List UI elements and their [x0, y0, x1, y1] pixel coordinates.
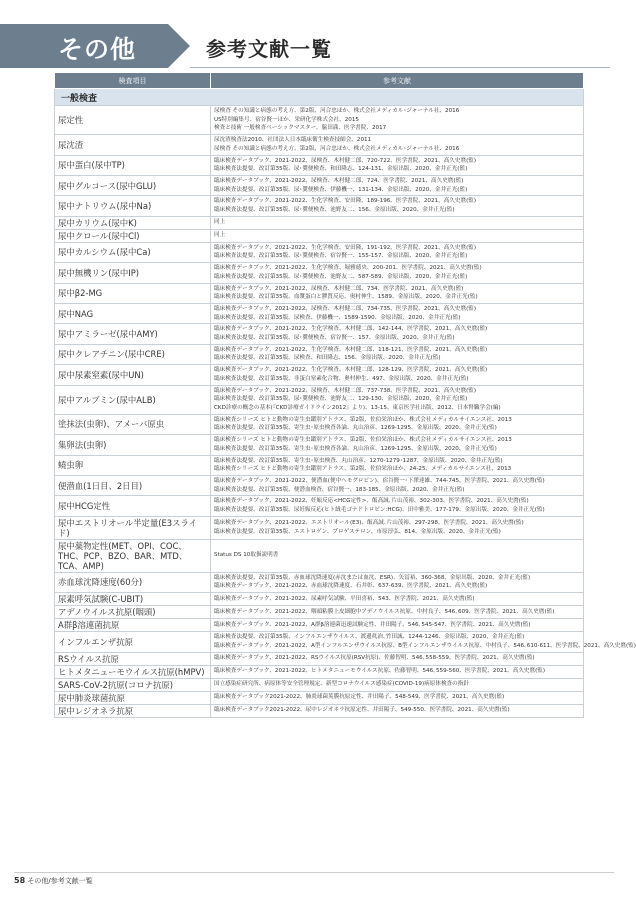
table-row — [55, 106, 584, 135]
test-item-name: 尿中クロール(尿中Cl) — [55, 229, 211, 242]
reference-line: 臨床検査データブック、2021-2022、尿検査、木村健二郎、737-738、医学書院、2021、高久史麿(監) — [214, 387, 477, 394]
test-item-name: 尿中グルコース(尿中GLU) — [55, 175, 211, 195]
section-title: その他 — [58, 35, 137, 64]
reference-cell — [211, 619, 584, 632]
reference-cell — [211, 365, 584, 385]
reference-cell — [211, 516, 584, 539]
reference-cell — [211, 704, 584, 717]
footer-divider — [14, 872, 614, 873]
reference-line: 臨床検査法提要、改訂第35版、エストロゲン、プロゲステロン、市原淳弘、814、金原出版、2020、金井正光(監) — [214, 528, 501, 535]
category-label: 一般検査 — [55, 89, 584, 106]
reference-line: 臨床検査データブック、2021-2022、A群β溶連菌迅速試験定性、井田陽子、546､545-547、医学書院、2021、高久史麿(監) — [214, 621, 531, 628]
test-item-name: 集卵法(虫卵) — [55, 435, 211, 455]
test-item-name: 尿中エストリオール半定量(E3スライド) — [55, 516, 211, 539]
page-footer — [14, 876, 93, 886]
test-item-name: 尿中薬物定性(MET、OPI、COC、THC、PCP、BZO、BAR、MTD、TCA、AMP) — [55, 539, 211, 572]
table-row — [55, 385, 584, 414]
reference-line: 臨床検査データブック、2021-2022、RSウイルス抗原(RSV抗原)、佐藤智明、546､558-559、医学書院、2021、高久史麿(監) — [214, 655, 535, 662]
reference-line: 臨床検査法提要、改訂第35版、尿検査、伊藤機一、1589-1590、金原出版、2020、金井正光(監) — [214, 314, 461, 321]
reference-line: 臨床検査データブック、2021-2022、赤血球沈降速度、石井彰、637-639、医学書院、2021、高久史麿(監) — [214, 583, 488, 590]
reference-cell — [211, 303, 584, 323]
test-item-name: 尿中無機リン(尿中IP) — [55, 263, 211, 283]
reference-line: 臨床検査法提要、改訂第35版、尿･糞便検査、伊藤機一、131-134、金原出版、2020、金井正光(監) — [214, 186, 468, 193]
reference-line: 臨床検査データブック、2021-2022、尿検査、木村健二郎、734、医学書院、2021、高久史麿(監) — [214, 285, 464, 292]
table-row — [55, 155, 584, 175]
reference-line: 臨床検査法提要、改訂第35版、尿･糞便検査、宿谷賢一、157、金原出版、2020、金井正光(監) — [214, 335, 455, 342]
reference-line: 臨床検査データブック、2021-2022、生化学検査、木村健二郎、142-144、医学書院、2021、高久史麿(監) — [214, 326, 488, 333]
test-item-name: 尿中蛋白(尿中TP) — [55, 155, 211, 175]
reference-line: 臨床検査データブック、2021-2022、生化学検査、堀雅徳央、200-201、医学書院、2021、高久史麿(監) — [214, 265, 482, 272]
reference-cell — [211, 196, 584, 216]
reference-line: 臨床検査データブック、2021-2022、生化学検査、安田隆、191-192、医学書院、2021、高久史麿(監) — [214, 244, 477, 251]
category-row — [55, 89, 584, 106]
test-item-name: 尿中アルブミン(尿中ALB) — [55, 385, 211, 414]
test-item-name: 尿沈渣 — [55, 135, 211, 155]
test-item-name: 塗抹法(虫卵)、アメーバ原虫 — [55, 414, 211, 434]
reference-cell — [211, 572, 584, 592]
table-row — [55, 572, 584, 592]
reference-cell — [211, 652, 584, 665]
table-row — [55, 678, 584, 691]
reference-cell — [211, 263, 584, 283]
table-row — [55, 283, 584, 303]
table-row — [55, 196, 584, 216]
table-row — [55, 344, 584, 364]
reference-cell — [211, 691, 584, 704]
reference-cell — [211, 229, 584, 242]
reference-line: 臨床検査法提要、改訂第35版、尿妊娠反応(ヒト絨毛ゴナドトロピン:HCG)、田中雅美、177-179、金原出版、2020、金井正光(監) — [214, 507, 545, 514]
test-item-name: 尿中カリウム(尿中K) — [55, 216, 211, 229]
test-item-name: A群β溶連菌抗原 — [55, 619, 211, 632]
test-item-name: 尿中クレアチニン(尿中CRE) — [55, 344, 211, 364]
table-row — [55, 229, 584, 242]
page-title: 参考文献一覧 — [206, 37, 332, 61]
test-item-name: 尿中β2-MG — [55, 283, 211, 303]
reference-line: 尿検査 その知識と病態の考え方、第2版、河合忠ほか、株式会社メディカル･ジャーナル社、2016 — [214, 145, 460, 152]
test-item-name: RSウイルス抗原 — [55, 652, 211, 665]
table-row — [55, 365, 584, 385]
reference-cell — [211, 216, 584, 229]
reference-line: 臨床検査データブック、2021-2022、尿検査、木村健二郎、720-722、医学書院、2021、高久史麿(監) — [214, 157, 477, 164]
reference-line: 臨床検査法提要、改訂第35版、尿･糞便検査、池野友二、156、金原出版、2020、金井正光(監) — [214, 207, 455, 214]
reference-line: 臨床検査シリーズ ヒトと動物の寄生虫鑑別アトラス、第2版、佐伯栄治ほか、株式会社メディカルサイエンス社、2013 — [214, 416, 512, 423]
table-row — [55, 475, 584, 495]
table-row — [55, 263, 584, 283]
reference-line: 臨床検査法提要、改訂第35版、尿･糞便検査、宿谷賢一、155-157、金原出版、2020、金井正光(監) — [214, 253, 468, 260]
section-tab — [0, 24, 168, 68]
table-row — [55, 135, 584, 155]
reference-cell — [211, 414, 584, 434]
reference-cell — [211, 496, 584, 516]
table-row — [55, 593, 584, 606]
test-item-name: 尿中HCG定性 — [55, 496, 211, 516]
footer-label: その他/参考文献一覧 — [27, 877, 93, 885]
test-item-name: 便潜血(1日目、2日目) — [55, 475, 211, 495]
reference-cell — [211, 606, 584, 619]
table-row — [55, 619, 584, 632]
reference-cell — [211, 385, 584, 414]
reference-cell — [211, 324, 584, 344]
reference-line: 臨床検査データブック、2021-2022、A型インフルエンザウイルス抗原、B型インフルエンザウイルス抗原、中村良子、546､610-611、医学書院、2021、高久史麿(監) — [214, 642, 636, 649]
table-row — [55, 435, 584, 455]
reference-cell — [211, 242, 584, 262]
table-row — [55, 516, 584, 539]
reference-line: 臨床検査法提要、改訂第35版、尿･糞便検査、池野友二、587-589、金原出版、2020、金井正光(監) — [214, 273, 468, 280]
test-item-name: 赤血球沈降速度(60分) — [55, 572, 211, 592]
reference-cell — [211, 678, 584, 691]
reference-cell — [211, 344, 584, 364]
test-item-name: 蟯虫卵 — [55, 455, 211, 475]
reference-line: 臨床検査法提要、改訂第35版、血漿蛋白と膠質反応、奥村伸生、1589、金原出版、2020、金井正光(監) — [214, 294, 478, 301]
reference-line: 臨床検査データブック、2021-2022、生化学検査、安田隆、189-196、医学書院、2021、高久史麿(監) — [214, 198, 477, 205]
reference-line: 尿検査 その知識と病態の考え方、第2版、河合忠ほか、株式会社メディカル･ジャーナル社、2016 — [214, 108, 460, 114]
reference-line: 検査と技術 一般検査ベーシックマスター、脇田満、医学書院、2017 — [214, 125, 387, 132]
reference-line: 臨床検査データブック、2021-2022、尿素呼気試験、平田喜裕、543、医学書院、2021、高久史麿(監) — [214, 595, 475, 602]
reference-cell — [211, 175, 584, 195]
test-item-name: ヒトメタニューモウイルス抗原(hMPV) — [55, 665, 211, 678]
table-row — [55, 539, 584, 572]
table-row — [55, 704, 584, 717]
reference-line: 臨床検査法提要、改訂第35版、寄生虫･原虫検査各論、丸山治彦、1269-1295、金原出版、2020、金井正光(監) — [214, 445, 497, 452]
reference-line: 国立感染症研究所、病原体等安全管理規定、新型コロナウイルス感染症(COVID-19)病原体検査の指針 — [214, 681, 469, 688]
reference-line: 臨床検査法提要、改訂第35版、寄生虫･原虫検査、丸山治彦、1270-1279･1287、金原出版、2020、金井正光(監) — [214, 457, 503, 464]
test-item-name: アデノウイルス抗原(咽頭) — [55, 606, 211, 619]
reference-line: Status DS 10取扱説明書 — [214, 552, 279, 559]
test-item-name: SARS-CoV-2抗原(コロナ抗原) — [55, 678, 211, 691]
reference-cell — [211, 155, 584, 175]
reference-line: 臨床検査法提要、改訂第35版、インフルエンザウイルス、渡邊眞治､竹田誠、1244-1246、金原出版、2020、金井正光(監) — [214, 634, 525, 641]
reference-line: US特別編集号、宿谷賢一ほか、栄研化学株式会社、2015 — [214, 116, 359, 123]
reference-line: 臨床検査シリーズ ヒトと動物の寄生虫鑑別アトラス、第2版、佐伯栄治ほか、24-25、メディカルサイエンス社、2013 — [214, 466, 512, 473]
test-item-name: 尿中カルシウム(尿中Ca) — [55, 242, 211, 262]
reference-cell — [211, 435, 584, 455]
reference-line: 臨床検査シリーズ ヒトと動物の寄生虫鑑別アトラス、第2版、佐伯栄治ほか、株式会社メディカルサイエンス社、2013 — [214, 437, 512, 444]
reference-line: 臨床検査データブック、2021-2022、生化学検査、木村健二郎、128-129、医学書院、2021、高久史麿(監) — [214, 367, 488, 374]
test-item-name: 尿中レジオネラ抗原 — [55, 704, 211, 717]
reference-line: 尿沈渣検査法2010、社団法人日本臨床衛生検査技師会、2011 — [214, 137, 372, 144]
test-item-name: 尿定性 — [55, 106, 211, 135]
table-row — [55, 652, 584, 665]
table-row — [55, 455, 584, 475]
page-number: 58 — [14, 876, 26, 885]
table-row — [55, 665, 584, 678]
reference-cell — [211, 106, 584, 135]
reference-line: 臨床検査データブック、2021-2022、便潜血(便中ヘモグロビン)、宿谷賢一･下澤達雄、744-745、医学書院、2021、高久史麿(監) — [214, 477, 545, 484]
reference-line: 臨床検査データブック、2021-2022、エストリオール(E3)、飯高誠､片山茂裕、297-298、医学書院、2021、高久史麿(監) — [214, 520, 524, 527]
test-item-name: 尿中NAG — [55, 303, 211, 323]
table-row — [55, 632, 584, 652]
reference-cell — [211, 593, 584, 606]
reference-cell — [211, 135, 584, 155]
test-item-name: 尿中アミラーゼ(尿中AMY) — [55, 324, 211, 344]
reference-cell — [211, 632, 636, 652]
test-item-name: 尿中肺炎球菌抗原 — [55, 691, 211, 704]
reference-cell — [211, 475, 584, 495]
reference-line: 同上 — [214, 219, 226, 226]
reference-cell — [211, 539, 584, 572]
reference-line: 臨床検査データブック、2021-2022、生化学検査、木村健二郎、118-121、医学書院、2021、高久史麿(監) — [214, 346, 488, 353]
table-row — [55, 216, 584, 229]
table-row — [55, 242, 584, 262]
column-header-reference: 参考文献 — [211, 73, 584, 89]
reference-line: 臨床検査法提要、改訂第35版、寄生虫･原虫検査各論、丸山治彦、1269-1295、金原出版、2020、金井正光(監) — [214, 425, 497, 432]
reference-cell — [211, 283, 584, 303]
reference-line: 臨床検査法提要、改訂第35版、尿･糞便検査、池野友二、129-130、金原出版、2020、金井正光(監) — [214, 396, 468, 403]
reference-line: 臨床検査データブック、2021-2022、尿検査、木村健二郎、734-735、医学書院、2021、高久史麿(監) — [214, 305, 477, 312]
reference-line: 臨床検査データブック2021-2022、尿中レジオネラ抗原定性、井田陽子、549-550、医学書院、2021、高久史麿(監) — [214, 707, 510, 714]
reference-line: 臨床検査法提要、改訂第35版、便潜血検査、宿谷賢一、183-185、金原出版、2020、金井正光(監) — [214, 486, 465, 493]
reference-line: 臨床検査データブック、2021-2022、尿検査、木村健二郎、724、医学書院、2021、高久史麿(監) — [214, 177, 464, 184]
test-item-name: 尿素呼気試験(C-UBIT) — [55, 593, 211, 606]
reference-cell — [211, 455, 584, 475]
reference-line: CKD診療の概念の基本(『CKD診療ガイドライン2012』より)、13-15、東京医学社出版、2012、日本腎臓学会(編) — [214, 404, 501, 411]
reference-line: 臨床検査法提要、改訂第35版、赤血球沈降速度(赤沈または血沈、ESR)、矢冨裕、360-368、金原出版、2020、金井正光(監) — [214, 574, 531, 581]
table-row — [55, 496, 584, 516]
reference-line: 臨床検査データブック、2021-2022、咽頭粘膜上皮細胞中アデノウイルス抗原、中村良子、546､609、医学書院、2021、高久史麿(監) — [214, 608, 555, 615]
page-header — [0, 24, 636, 68]
test-item-name: 尿中ナトリウム(尿中Na) — [55, 196, 211, 216]
reference-cell — [211, 665, 584, 678]
reference-line: 臨床検査データブック2021-2022、肺炎球菌莢膜抗原定性、井田陽子、548-549、医学書院、2021、高久史麿(監) — [214, 694, 505, 701]
table-row — [55, 606, 584, 619]
table-row — [55, 303, 584, 323]
reference-line: 臨床検査法提要、改訂第35版、非蛋白窒素化合物、奥村伸生、497、金原出版、2020、金井正光(監) — [214, 375, 469, 382]
reference-line: 臨床検査法提要、改訂第35版、尿･糞便検査、和田隆志、124-131、金原出版、2020、金井正光(監) — [214, 166, 468, 173]
table-row — [55, 414, 584, 434]
reference-line: 臨床検査法提要、改訂第35版、尿検査、和田隆志、156、金原出版、2020、金井正光(監) — [214, 355, 441, 362]
table-header-row — [55, 73, 584, 89]
reference-line: 同上 — [214, 232, 226, 239]
test-item-name: 尿中尿素窒素(尿中UN) — [55, 365, 211, 385]
column-header-item: 検査項目 — [55, 73, 211, 89]
table-row — [55, 691, 584, 704]
reference-line: 臨床検査データブック、2021-2022、ヒトメタニューモウイルス抗原、佐藤智明、546､559-560、医学書院、2021、高久史麿(監) — [214, 668, 546, 675]
table-row — [55, 175, 584, 195]
test-item-name: インフルエンザ抗原 — [55, 632, 211, 652]
reference-line: 臨床検査データブック、2021-2022、妊娠反応<HCG定性>、飯高誠､片山茂裕、302-303、医学書院、2021、高久史麿(監) — [214, 498, 529, 505]
table-row — [55, 324, 584, 344]
header-divider — [190, 67, 610, 68]
reference-table — [54, 72, 636, 718]
